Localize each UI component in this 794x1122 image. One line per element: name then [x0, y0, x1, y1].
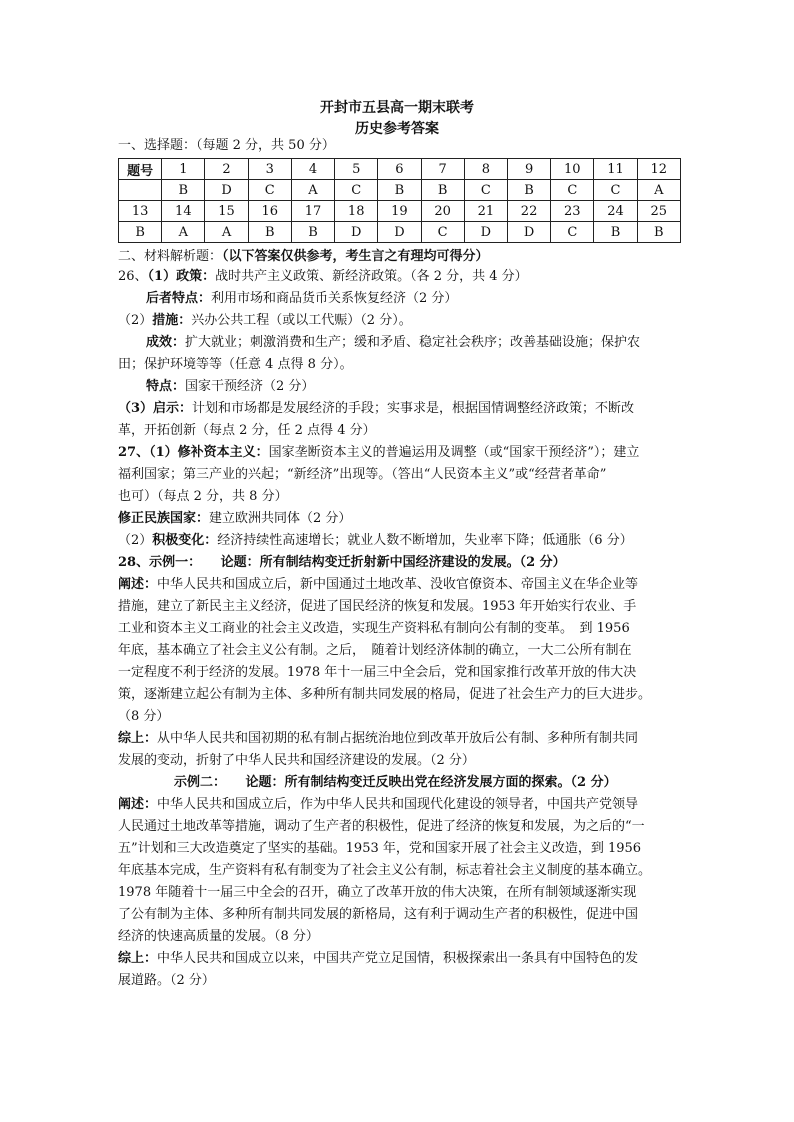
q27-line-1: 27、（1）修补资本主义：国家垄断资本主义的普遍运用及调整（或“国家干预经济”）；建立 — [118, 445, 640, 460]
q28-example1-summary: 综上：从中华人民共和国初期的私有制占据统治地位到改革开放后公有制、多种所有制共同 — [118, 731, 639, 746]
q28-example1-heading: 28、示例一： 论题：所有制结构变迁折射新中国经济建设的发展。（2 分） — [118, 555, 566, 570]
answer-table-cell: 24 — [594, 201, 637, 222]
answer-table-row — [119, 222, 681, 243]
answer-table-cell: 12 — [637, 159, 680, 180]
q28-example1-line-4: 年底，基本确立了社会主义公有制。之后， 随着计划经济体制的确立，一大二公所有制在 — [118, 643, 632, 658]
q28-example1-line-7: （8 分） — [118, 709, 170, 724]
exam-title: 开封市五县高一期末联考 — [320, 100, 474, 116]
answer-table-cell: 5 — [335, 159, 378, 180]
q27-line-4: 修正民族国家：建立欧洲共同体（2 分） — [118, 511, 352, 526]
answer-table-cell: 22 — [507, 201, 550, 222]
answer-table-cell: 15 — [205, 201, 248, 222]
q26-line-1: 26、（1）政策：战时共产主义政策、新经济政策。（各 2 分，共 4 分） — [118, 269, 528, 284]
answer-table-cell: A — [162, 222, 205, 243]
q28-example1-line-2: 措施，建立了新民主主义经济，促进了国民经济的恢复和发展。1953 年开始实行农业、手 — [118, 599, 637, 614]
answer-table-cell: C — [421, 222, 464, 243]
q28-example2-line-1: 阐述：中华人民共和国成立后，作为中华人民共和国现代化建设的领导者，中国共产党领导 — [118, 797, 639, 812]
q28-example1-line-5: 一定程度不利于经济的发展。1978 年十一届三中全会后，党和国家推行改革开放的伟大决 — [118, 665, 637, 680]
answer-table-cell: D — [205, 180, 248, 201]
q28-example1-line-1: 阐述：中华人民共和国成立后，新中国通过土地改革、没收官僚资本、帝国主义在华企业等 — [118, 577, 639, 592]
answer-table-cell: C — [464, 180, 507, 201]
q28-example1-line-6: 策，逐渐建立起公有制为主体、多种所有制共同发展的格局，促进了社会生产力的巨大进步。 — [118, 687, 652, 702]
answer-table-cell — [119, 180, 162, 201]
answer-table-cell: C — [594, 180, 637, 201]
q28-example2-summary-line-2: 展道路。（2 分） — [118, 973, 215, 988]
answer-table-cell: 6 — [378, 159, 421, 180]
answer-table-cell: 4 — [291, 159, 334, 180]
answer-table-cell: B — [378, 180, 421, 201]
exam-subtitle: 历史参考答案 — [355, 121, 439, 137]
answer-table-cell: B — [421, 180, 464, 201]
answer-table-cell: D — [378, 222, 421, 243]
answer-table-cell: 9 — [507, 159, 550, 180]
q28-example2-heading: 示例二： 论题：所有制结构变迁反映出党在经济发展方面的探索。（2 分） — [174, 775, 617, 790]
section2-heading: 二、材料解析题：（以下答案仅供参考，考生言之有理均可得分） — [118, 249, 489, 264]
answer-table-cell: B — [291, 222, 334, 243]
answer-table-cell: B — [507, 180, 550, 201]
answer-table-cell: B — [637, 222, 680, 243]
answer-table-cell: D — [507, 222, 550, 243]
q26-line-2: 后者特点：利用市场和商品货币关系恢复经济（2 分） — [146, 291, 458, 306]
answer-table-cell: 25 — [637, 201, 680, 222]
q28-example1-summary-line-2: 发展的变动，折射了中华人民共和国经济建设的发展。（2 分） — [118, 753, 475, 768]
answer-table-cell: 8 — [464, 159, 507, 180]
answer-table-cell: C — [248, 180, 291, 201]
q27-line-2: 福利国家；第三产业的兴起；“新经济”出现等。（答出“人民资本主义”或“经营者革命” — [118, 467, 607, 482]
q28-example2-line-5: 1978 年随着十一届三中全会的召开，确立了改革开放的伟大决策，在所有制领域逐渐实现 — [118, 885, 637, 900]
answer-table-row — [119, 159, 681, 180]
q26-line-3: （2）措施：兴办公共工程（或以工代赈）（2 分）。 — [118, 313, 412, 328]
q27-line-5: （2）积极变化：经济持续性高速增长；就业人数不断增加，失业率下降；低通胀（6 分） — [118, 533, 633, 548]
q28-example2-line-6: 了公有制为主体、多种所有制共同发展的新格局，这有利于调动生产者的积极性，促进中国 — [118, 907, 639, 922]
q26-line-8: 革，开拓创新（每点 2 分，任 2 点得 4 分） — [118, 423, 376, 438]
answer-table-cell: B — [162, 180, 205, 201]
answer-table-cell: B — [119, 222, 162, 243]
answer-table-cell: 23 — [551, 201, 594, 222]
q28-example2-line-7: 经济的快速高质量的发展。（8 分） — [118, 929, 319, 944]
answer-table-cell: 17 — [291, 201, 334, 222]
answer-table-cell: B — [594, 222, 637, 243]
q28-example2-line-4: 年底基本完成，生产资料有私有制变为了社会主义公有制，标志着社会主义制度的基本确立。 — [118, 863, 652, 878]
q26-line-7: （3）启示：计划和市场都是发展经济的手段；实事求是，根据国情调整经济政策；不断改 — [118, 401, 635, 416]
q27-line-3: 也可）（每点 2 分，共 8 分） — [118, 489, 288, 504]
section1-heading: 一、选择题：（每题 2 分，共 50 分） — [118, 138, 335, 153]
q26-line-4: 成效：扩大就业；刺激消费和生产；缓和矛盾、稳定社会秩序；改善基础设施；保护农 — [146, 335, 641, 350]
q28-example1-line-3: 工业和资本主义工商业的社会主义改造，实现生产资料私有制向公有制的变革。 到 1956 — [118, 621, 630, 636]
answer-table-cell: 13 — [119, 201, 162, 222]
answer-table-cell: 16 — [248, 201, 291, 222]
q26-line-6: 特点：国家干预经济（2 分） — [146, 379, 315, 394]
answer-table — [118, 158, 681, 243]
answer-table-cell: 14 — [162, 201, 205, 222]
answer-table-cell: 3 — [248, 159, 291, 180]
answer-table-cell: 21 — [464, 201, 507, 222]
q28-example2-line-2: 人民通过土地改革等措施，调动了生产者的积极性，促进了经济的恢复和发展，为之后的“一 — [118, 819, 645, 834]
answer-table-cell: B — [248, 222, 291, 243]
answer-table-cell: 题号 — [119, 159, 162, 180]
q28-example2-summary: 综上：中华人民共和国成立以来，中国共产党立足国情，积极探索出一条具有中国特色的发 — [118, 951, 639, 966]
answer-table-row — [119, 180, 681, 201]
answer-table-cell: A — [205, 222, 248, 243]
answer-table-cell: 2 — [205, 159, 248, 180]
answer-table-cell: C — [551, 180, 594, 201]
answer-table-cell: D — [335, 222, 378, 243]
answer-table-cell: 7 — [421, 159, 464, 180]
answer-table-cell: C — [551, 222, 594, 243]
answer-table-cell: D — [464, 222, 507, 243]
answer-table-cell: 1 — [162, 159, 205, 180]
answer-table-row — [119, 201, 681, 222]
answer-table-cell: C — [335, 180, 378, 201]
answer-table-cell: 19 — [378, 201, 421, 222]
q26-line-5: 田；保护环境等等（任意 4 点得 8 分）。 — [118, 357, 353, 372]
answer-table-cell: 18 — [335, 201, 378, 222]
answer-table-cell: A — [291, 180, 334, 201]
answer-table-cell: 20 — [421, 201, 464, 222]
answer-table-cell: 10 — [551, 159, 594, 180]
q28-example2-line-3: 五”计划和三大改造奠定了坚实的基础。1953 年，党和国家开展了社会主义改造，到 1956 — [118, 841, 642, 856]
answer-table-cell: 11 — [594, 159, 637, 180]
answer-table-cell: A — [637, 180, 680, 201]
